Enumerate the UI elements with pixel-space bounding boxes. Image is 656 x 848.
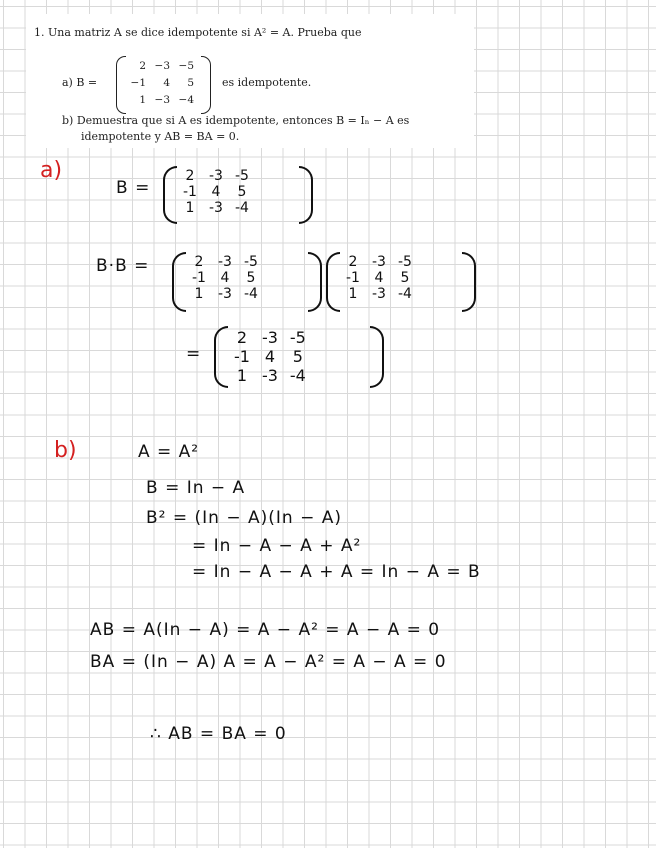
ab-equation: AB = A(In − A) = A − A² = A − A = 0 bbox=[90, 620, 441, 640]
right-paren bbox=[201, 56, 211, 114]
b-line-2: B = In − A bbox=[146, 478, 246, 498]
conclusion: ∴ AB = BA = 0 bbox=[150, 724, 287, 744]
part-a-label: a) B = bbox=[62, 76, 98, 89]
b-definition-lhs: B = bbox=[116, 178, 151, 198]
problem-statement bbox=[26, 14, 474, 148]
part-b-line1: b) Demuestra que si A es idempotente, entonces B = Iₙ − A es bbox=[62, 114, 410, 127]
product-lhs: B·B = bbox=[96, 256, 150, 276]
part-b-line2: idempotente y AB = BA = 0. bbox=[81, 130, 240, 143]
b-line-3: B² = (In − A)(In − A) bbox=[146, 508, 342, 528]
problem-intro: 1. Una matriz A se dice idempotente si A² = A. Prueba que bbox=[34, 26, 362, 39]
printed-matrix-b: 2 −3 −5 −1 4 5 1 −3 −4 bbox=[116, 56, 211, 114]
left-paren bbox=[116, 56, 126, 114]
handwritten-matrix-right-factor: 2 -3 -5 -1 4 5 1 -3 -4 bbox=[326, 252, 476, 312]
solution-a-label: a) bbox=[40, 158, 63, 183]
handwritten-matrix-b: 2 -3 -5 -1 4 5 1 -3 -4 bbox=[163, 166, 313, 224]
solution-b-label: b) bbox=[54, 438, 77, 463]
ba-equation: BA = (In − A) A = A − A² = A − A = 0 bbox=[90, 652, 447, 672]
b-line-1: A = A² bbox=[138, 442, 200, 462]
part-a-suffix: es idempotente. bbox=[222, 76, 312, 89]
b-line-4: = In − A − A + A² bbox=[192, 536, 362, 556]
b-line-5: = In − A − A + A = In − A = B bbox=[192, 562, 481, 582]
result-equals: = bbox=[186, 344, 202, 364]
handwritten-matrix-left-factor: 2 -3 -5 -1 4 5 1 -3 -4 bbox=[172, 252, 322, 312]
handwritten-result-matrix: 2 -3 -5 -1 4 5 1 -3 -4 bbox=[214, 326, 384, 388]
